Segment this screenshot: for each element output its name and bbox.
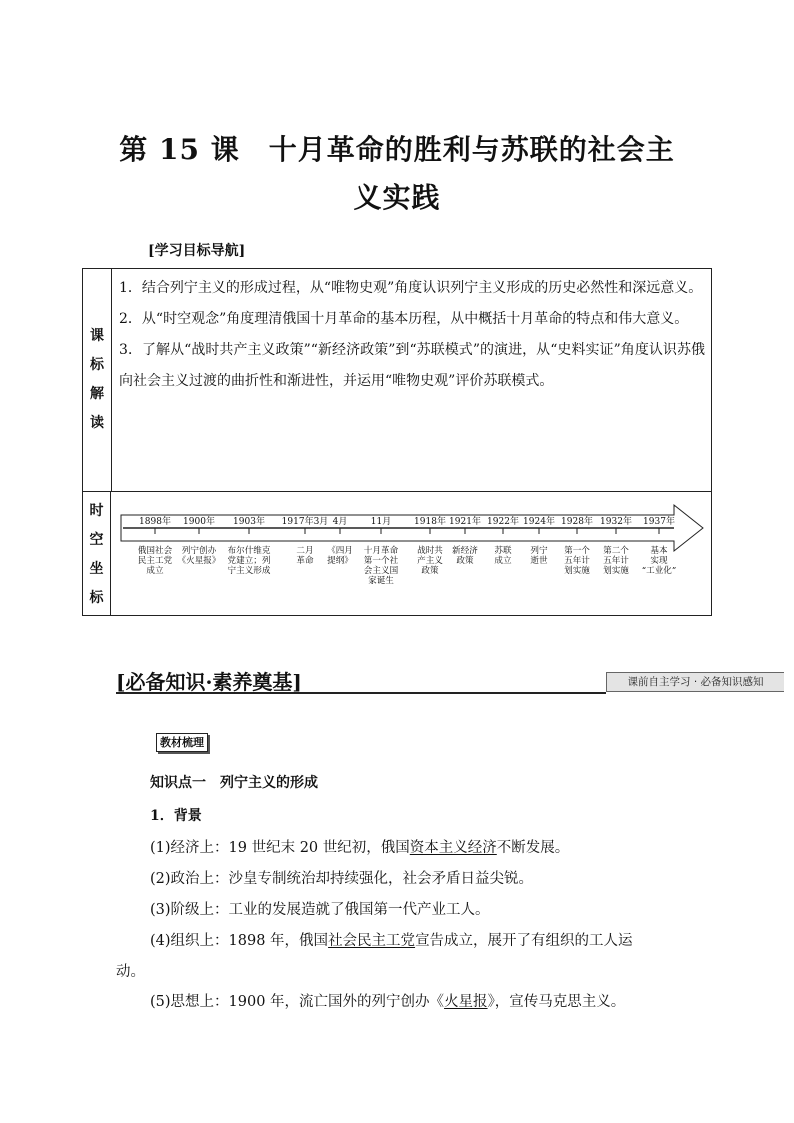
- objective-list: [119, 273, 705, 397]
- background-ideology: (5)思想上：1900 年，流亡国外的列宁创办《火星报》，宣传马克思主义。: [150, 994, 626, 1010]
- timeline-event-label: 提纲》: [327, 556, 353, 566]
- timeline-year: 1918年: [414, 517, 446, 527]
- timeline-year: 1932年: [600, 517, 632, 527]
- timeline-event-label: 第一个社: [363, 556, 399, 566]
- timeline-row-label: 时 空 坐 标: [83, 491, 111, 615]
- background-politics: (2)政治上：沙皇专制统治却持续强化，社会矛盾日益尖锐。: [150, 871, 534, 887]
- timeline-event-label: 产主义: [417, 556, 443, 566]
- timeline-event-label: 会主义国: [363, 566, 399, 576]
- subheading-background: 1．背景: [150, 808, 202, 824]
- timeline-event-label: 布尔什维克: [227, 546, 271, 556]
- timeline-year: 4月: [332, 517, 348, 527]
- timeline-event-label: 《火星报》: [177, 556, 221, 566]
- timeline-event-label: 战时共: [417, 546, 443, 556]
- section-header: [必备知识·素养奠基]: [116, 670, 302, 694]
- timeline-event-label: 革命: [296, 556, 314, 566]
- timeline-year: 1928年: [561, 517, 593, 527]
- timeline-year: 1900年: [183, 517, 215, 527]
- timeline-event-label: 实现: [650, 556, 668, 566]
- objective-item: 1．结合列宁主义的形成过程，从“唯物史观”角度认识列宁主义形成的历史必然性和深远意义。: [119, 280, 703, 296]
- objective-item: 2．从“时空观念”角度理清俄国十月革命的基本历程，从中概括十月革命的特点和伟大意义。: [119, 311, 689, 327]
- lesson-title: 第 15 课 十月革命的胜利与苏联的社会主: [119, 133, 675, 166]
- timeline-event-label: 列宁创办: [181, 546, 217, 556]
- timeline-event-label: 划实施: [564, 566, 590, 576]
- objective-item: 3．了解从“战时共产主义政策”“新经济政策”到“苏联模式”的演进，从“史料实证”角度认识苏俄向社会主义过渡的曲折性和渐进性，并运用“唯物史观”评价苏联模式。: [119, 342, 705, 389]
- timeline-year: 1922年: [487, 517, 519, 527]
- timeline-event-label: 逝世: [530, 556, 548, 566]
- timeline-event-label: 五年计: [564, 556, 590, 566]
- knowledge-point-title: 知识点一 列宁主义的形成: [150, 775, 318, 791]
- timeline-year: 1921年: [449, 517, 481, 527]
- timeline-event-label: 五年计: [603, 556, 629, 566]
- timeline-event-label: 成立: [494, 556, 512, 566]
- timeline-row: [83, 491, 711, 615]
- background-class: (3)阶级上：工业的发展造就了俄国第一代产业工人。: [150, 902, 490, 918]
- timeline-event-label: 俄国社会: [137, 546, 173, 556]
- timeline-year: 1937年: [643, 517, 675, 527]
- timeline-event-label: 基本: [650, 546, 668, 556]
- learning-objectives-label: [学习目标导航]: [148, 243, 246, 259]
- timeline-year: 1898年: [139, 517, 171, 527]
- timeline-event-label: 第一个: [564, 546, 590, 556]
- timeline-year: 1903年: [233, 517, 265, 527]
- timeline-event-label: 列宁: [530, 546, 548, 556]
- background-organization-continued: 动。: [116, 964, 145, 980]
- timeline-event-label: 苏联: [494, 546, 512, 556]
- timeline-event-label: 政策: [456, 556, 474, 566]
- timeline-event-label: 划实施: [603, 566, 629, 576]
- timeline-chart: [119, 497, 709, 609]
- section-tag: 课前自主学习 · 必备知识感知: [606, 672, 784, 692]
- timeline-year: 1917年3月: [281, 517, 329, 527]
- timeline-event-label: 十月革命: [363, 546, 399, 556]
- timeline-event-label: 宁主义形成: [227, 566, 271, 576]
- timeline-event-label: “工业化”: [641, 566, 677, 576]
- timeline-year: 1924年: [523, 517, 555, 527]
- timeline-event-label: 新经济: [452, 546, 478, 556]
- timeline-event-label: 党建立；列: [227, 556, 271, 566]
- timeline-event-label: 政策: [421, 566, 439, 576]
- timeline-year: 11月: [370, 517, 392, 527]
- timeline-event-label: 第二个: [603, 546, 629, 556]
- section-divider: [116, 692, 606, 694]
- curriculum-row: [83, 269, 711, 492]
- timeline-event-label: 家诞生: [368, 576, 394, 586]
- background-economy: (1)经济上：19 世纪末 20 世纪初，俄国资本主义经济不断发展。: [150, 840, 570, 856]
- objectives-table: [82, 268, 712, 616]
- timeline-event-label: 成立: [146, 566, 164, 576]
- curriculum-row-label: 课 标 解 读: [83, 269, 112, 491]
- lesson-title-continued: 义实践: [353, 181, 441, 214]
- background-organization: (4)组织上：1898 年，俄国社会民主工党宣告成立，展开了有组织的工人运: [150, 933, 633, 949]
- textbook-outline-badge: 教材梳理: [156, 733, 208, 752]
- timeline-event-label: 《四月: [327, 546, 353, 556]
- timeline-event-label: 民主工党: [137, 556, 173, 566]
- timeline-event-label: 二月: [296, 546, 314, 556]
